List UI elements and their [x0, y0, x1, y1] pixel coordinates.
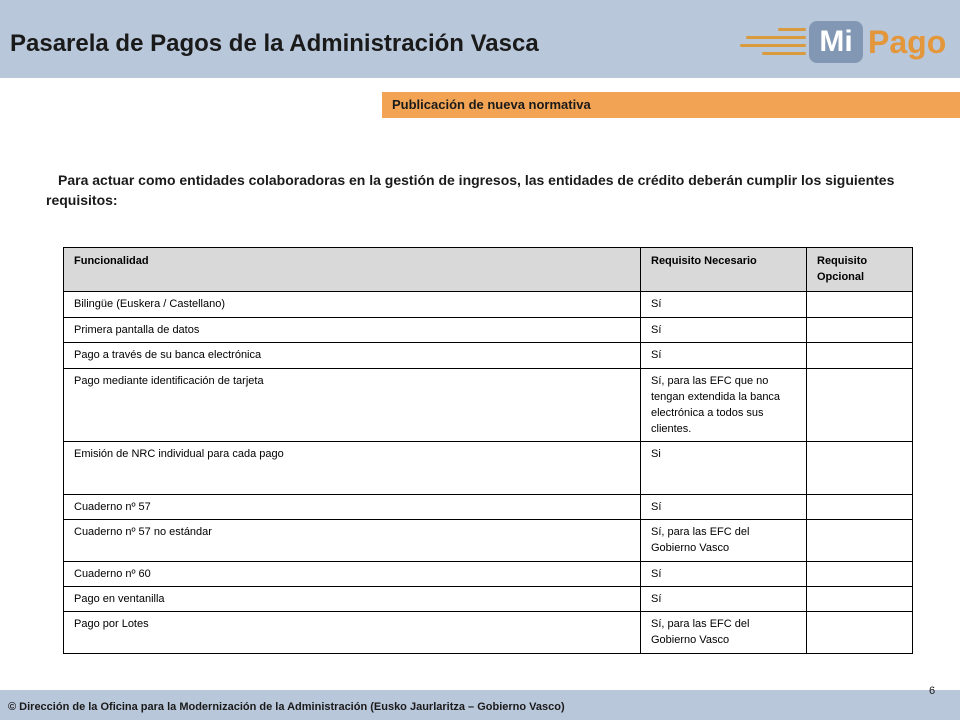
table-row: [64, 318, 913, 343]
table-cell-necesario: Sí, para las EFC del Gobierno Vasco: [641, 612, 807, 654]
logo-speed-line: [746, 36, 806, 39]
table-cell-necesario: Sí: [641, 292, 807, 318]
logo-pago: Pago: [868, 24, 947, 60]
footer-bar: [0, 685, 960, 720]
page-number: 6: [929, 685, 936, 697]
table-row: [64, 343, 913, 369]
section-banner-label: Publicación de nueva normativa: [392, 97, 591, 112]
table-row: [64, 562, 913, 587]
table-cell-opcional: [807, 495, 913, 520]
table-cell-opcional: [807, 318, 913, 343]
table-cell-opcional: [807, 587, 913, 612]
table-cell-funcionalidad: Pago mediante identificación de tarjeta: [64, 369, 641, 442]
column-header-requisito-necesario: Requisito Necesario: [641, 248, 807, 292]
table-cell-funcionalidad: Cuaderno nº 57 no estándar: [64, 520, 641, 562]
table-cell-necesario: Sí: [641, 343, 807, 369]
table-cell-opcional: [807, 612, 913, 654]
table-cell-funcionalidad: Cuaderno nº 60: [64, 562, 641, 587]
column-header-funcionalidad: Funcionalidad: [64, 248, 641, 292]
table-cell-necesario: Sí: [641, 495, 807, 520]
table-cell-necesario: Si: [641, 442, 807, 495]
table-cell-funcionalidad: Pago en ventanilla: [64, 587, 641, 612]
table-cell-funcionalidad: Emisión de NRC individual para cada pago: [64, 442, 641, 495]
page-title: Pasarela de Pagos de la Administración Vasca: [10, 30, 539, 57]
table-cell-opcional: [807, 520, 913, 562]
table-cell-funcionalidad: Bilingüe (Euskera / Castellano): [64, 292, 641, 318]
requirements-table: [63, 247, 913, 654]
table-row: [64, 292, 913, 318]
logo-mi: Mi: [809, 21, 863, 63]
table-cell-necesario: Sí, para las EFC del Gobierno Vasco: [641, 520, 807, 562]
table-cell-funcionalidad: Cuaderno nº 57: [64, 495, 641, 520]
table-row: [64, 587, 913, 612]
copyright-text: © Dirección de la Oficina para la Modernización de la Administración (Eusko Jaurlaritza – Gobierno Vasco): [8, 701, 565, 713]
table-cell-necesario: Sí: [641, 318, 807, 343]
logo-speed-line: [762, 52, 806, 55]
section-banner: [382, 92, 960, 118]
table-cell-opcional: [807, 562, 913, 587]
table-cell-opcional: [807, 442, 913, 495]
intro-paragraph: Para actuar como entidades colaboradoras en la gestión de ingresos, las entidades de crédito deberán cumplir los siguientes requisitos:: [46, 172, 895, 208]
table-cell-funcionalidad: Pago por Lotes: [64, 612, 641, 654]
table-cell-funcionalidad: Pago a través de su banca electrónica: [64, 343, 641, 369]
table-cell-necesario: Sí, para las EFC que no tengan extendida la banca electrónica a todos sus clientes.: [641, 369, 807, 442]
table-cell-opcional: [807, 369, 913, 442]
table-cell-necesario: Sí: [641, 587, 807, 612]
table-header-row: [64, 248, 913, 292]
table-cell-funcionalidad: Primera pantalla de datos: [64, 318, 641, 343]
column-header-requisito-opcional: Requisito Opcional: [807, 248, 913, 292]
table-row: [64, 442, 913, 495]
table-cell-opcional: [807, 292, 913, 318]
table-row: [64, 495, 913, 520]
table-cell-opcional: [807, 343, 913, 369]
table-row: [64, 612, 913, 654]
mipago-logo: [740, 18, 945, 66]
table-cell-necesario: Sí: [641, 562, 807, 587]
logo-speed-line: [778, 28, 806, 31]
table-row: [64, 520, 913, 562]
logo-speed-line: [740, 44, 806, 47]
header-bar: [0, 0, 960, 78]
table-row: [64, 369, 913, 442]
